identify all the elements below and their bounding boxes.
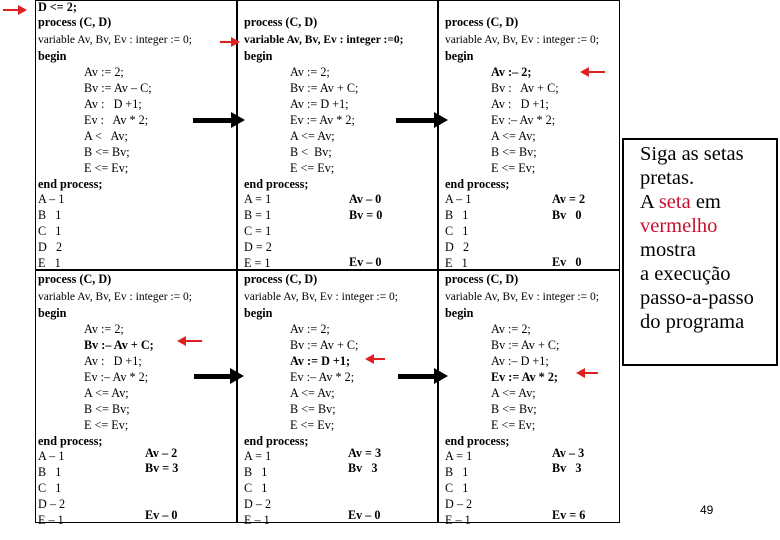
note-fragment: setas [703, 143, 744, 165]
signal-value: C 1 [244, 481, 268, 495]
panel-top-left [38, 15, 228, 280]
end-process: end process; [38, 434, 103, 448]
variable-value: Ev – 0 [349, 255, 382, 269]
grid-top-line [35, 0, 620, 1]
signal-value: E 1 [445, 256, 468, 270]
stmt: Av := 2; [290, 65, 330, 79]
process-header: process (C, D) [38, 15, 112, 29]
stmt: Bv := Av + C; [290, 338, 359, 352]
variable-value: Av = 2 [552, 192, 586, 206]
signal-value: B 1 [244, 465, 268, 479]
begin-keyword: begin [445, 49, 474, 63]
note-line [640, 142, 754, 166]
note-line: do programa [640, 311, 745, 333]
signal-value: D – 2 [38, 497, 66, 511]
process-header: process (C, D) [445, 15, 519, 29]
stmt: Ev :– Av * 2; [290, 370, 355, 384]
variable-decl: variable Av, Bv, Ev : integer := 0; [244, 291, 398, 303]
stmt: Ev :– Av * 2; [491, 113, 556, 127]
signal-value: B 1 [38, 465, 62, 479]
variable-value: Bv 3 [552, 461, 582, 475]
signal-value: E – 1 [244, 513, 270, 527]
signal-value: B 1 [445, 465, 469, 479]
variable-decl: variable Av, Bv, Ev : integer :=0; [244, 34, 404, 46]
variable-value: Bv = 0 [349, 208, 383, 222]
black-arrow-icon [194, 374, 232, 379]
signal-value: C 1 [445, 481, 469, 495]
end-process: end process; [244, 434, 309, 448]
stmt: Bv : Av + C; [491, 81, 559, 95]
signal-value: D 2 [38, 240, 63, 254]
stmt: Av := 2; [290, 322, 330, 336]
stmt: B < Bv; [290, 145, 332, 159]
variable-value: Bv = 3 [145, 461, 179, 475]
signal-value: B 1 [38, 208, 62, 222]
grid-left-line [35, 0, 36, 523]
red-arrow-icon [588, 71, 605, 73]
stmt: E <= Ev; [491, 418, 536, 432]
end-process: end process; [445, 434, 510, 448]
note-line: mostra [640, 239, 696, 261]
variable-value: Av – 0 [349, 192, 382, 206]
process-header: process (C, D) [244, 272, 318, 286]
variable-value: Bv 0 [552, 208, 582, 222]
panel-top-right [445, 15, 635, 280]
grid-divider-2 [437, 0, 439, 523]
variable-value: Av = 3 [348, 446, 382, 460]
stmt: Av : D +1; [84, 97, 142, 111]
signal-value: B 1 [445, 208, 469, 222]
stmt: E <= Ev; [491, 161, 536, 175]
signal-value: A = 1 [244, 192, 272, 206]
instruction-note [622, 138, 778, 366]
note-line: pretas. [640, 167, 695, 189]
red-arrow-icon [373, 358, 385, 360]
black-arrow-icon [193, 118, 233, 123]
variable-decl: variable Av, Bv, Ev : integer := 0; [38, 34, 192, 46]
stmt: Bv := Av + C; [491, 338, 560, 352]
stmt: Ev : Av * 2; [84, 113, 149, 127]
stmt: Av : D +1; [491, 97, 549, 111]
variable-decl: variable Av, Bv, Ev : integer := 0; [38, 291, 192, 303]
stmt: Av := 2; [491, 322, 531, 336]
process-header: process (C, D) [244, 15, 318, 29]
note-line: passo-a-passo [640, 287, 754, 309]
signal-value: E – 1 [445, 513, 471, 527]
red-arrow-icon [220, 41, 232, 43]
signal-value: A = 1 [244, 449, 272, 463]
begin-keyword: begin [38, 49, 67, 63]
process-header: process (C, D) [445, 272, 519, 286]
stmt: B <= Bv; [491, 402, 537, 416]
signal-value: E = 1 [244, 256, 271, 270]
signal-value: A – 1 [445, 192, 472, 206]
note-line [640, 190, 754, 214]
signal-value: D = 2 [244, 240, 272, 254]
signal-value: C 1 [445, 224, 469, 238]
signal-value: A = 1 [445, 449, 473, 463]
variable-decl: variable Av, Bv, Ev : integer := 0; [445, 291, 599, 303]
variable-decl: variable Av, Bv, Ev : integer := 0; [445, 34, 599, 46]
signal-value: C 1 [38, 224, 62, 238]
panel-bottom-right [445, 272, 635, 537]
stmt: A <= Av; [290, 129, 335, 143]
variable-value: Bv 3 [348, 461, 378, 475]
panel-bottom-left [38, 272, 228, 537]
begin-keyword: begin [244, 306, 273, 320]
stmt: E <= Ev; [290, 161, 335, 175]
signal-value: A – 1 [38, 449, 65, 463]
header-statement: D <= 2; [38, 0, 77, 14]
note-line: a execução [640, 263, 731, 285]
panel-bottom-middle [244, 272, 434, 537]
variable-value: Ev 0 [552, 255, 582, 269]
variable-value: Ev = 6 [552, 508, 586, 522]
stmt: B <= Bv; [84, 402, 130, 416]
grid-divider-1 [236, 0, 238, 523]
black-arrow-icon [396, 118, 436, 123]
signal-value: A – 1 [38, 192, 65, 206]
stmt: Bv :– Av + C; [84, 338, 154, 352]
note-fragment: seta [658, 191, 691, 213]
stmt: A <= Av; [491, 386, 536, 400]
begin-keyword: begin [445, 306, 474, 320]
note-fragment: em [690, 191, 721, 213]
page-number: 49 [700, 503, 714, 517]
stmt: E <= Ev; [84, 418, 129, 432]
variable-value: Ev – 0 [348, 508, 381, 522]
stmt: Ev := Av * 2; [491, 370, 558, 384]
signal-value: C 1 [38, 481, 62, 495]
note-text [640, 142, 754, 334]
red-arrow-icon [584, 372, 598, 374]
stmt: Ev :– Av * 2; [84, 370, 149, 384]
signal-value: E 1 [38, 256, 61, 270]
stmt: E <= Ev; [290, 418, 335, 432]
signal-value: D – 2 [445, 497, 473, 511]
stmt: Av := 2; [84, 65, 124, 79]
stmt: Av := 2; [84, 322, 124, 336]
stmt: A <= Av; [491, 129, 536, 143]
stmt: Av := D +1; [290, 97, 349, 111]
stmt: Ev := Av * 2; [290, 113, 355, 127]
stmt: B <= Bv; [491, 145, 537, 159]
variable-value: Av – 2 [145, 446, 178, 460]
end-process: end process; [445, 177, 510, 191]
signal-value: D – 2 [244, 497, 272, 511]
stmt: Av :– 2; [491, 65, 532, 79]
stmt: A <= Av; [84, 386, 129, 400]
end-process: end process; [38, 177, 103, 191]
note-fragment: A [640, 191, 659, 213]
process-header: process (C, D) [38, 272, 112, 286]
end-process: end process; [244, 177, 309, 191]
stmt: Av : D +1; [84, 354, 142, 368]
stmt: Av :– D +1; [491, 354, 549, 368]
variable-value: Ev – 0 [145, 508, 178, 522]
stmt: E <= Ev; [84, 161, 129, 175]
begin-keyword: begin [38, 306, 67, 320]
signal-value: B = 1 [244, 208, 272, 222]
signal-value: C = 1 [244, 224, 272, 238]
stmt: B <= Bv; [290, 402, 336, 416]
begin-keyword: begin [244, 49, 273, 63]
panel-top-middle [244, 15, 434, 280]
stmt: Bv := Av + C; [290, 81, 359, 95]
black-arrow-icon [398, 374, 436, 379]
note-line: vermelho [640, 215, 718, 237]
stmt: A < Av; [84, 129, 128, 143]
stmt: Bv := Av – C; [84, 81, 152, 95]
red-arrow-icon [185, 340, 202, 342]
stmt: A <= Av; [290, 386, 335, 400]
note-fragment: Siga as [640, 143, 704, 165]
red-arrow-icon [3, 9, 19, 11]
stmt: Av := D +1; [290, 354, 351, 368]
stmt: B <= Bv; [84, 145, 130, 159]
variable-value: Av – 3 [552, 446, 585, 460]
signal-value: D 2 [445, 240, 470, 254]
signal-value: E – 1 [38, 513, 64, 527]
